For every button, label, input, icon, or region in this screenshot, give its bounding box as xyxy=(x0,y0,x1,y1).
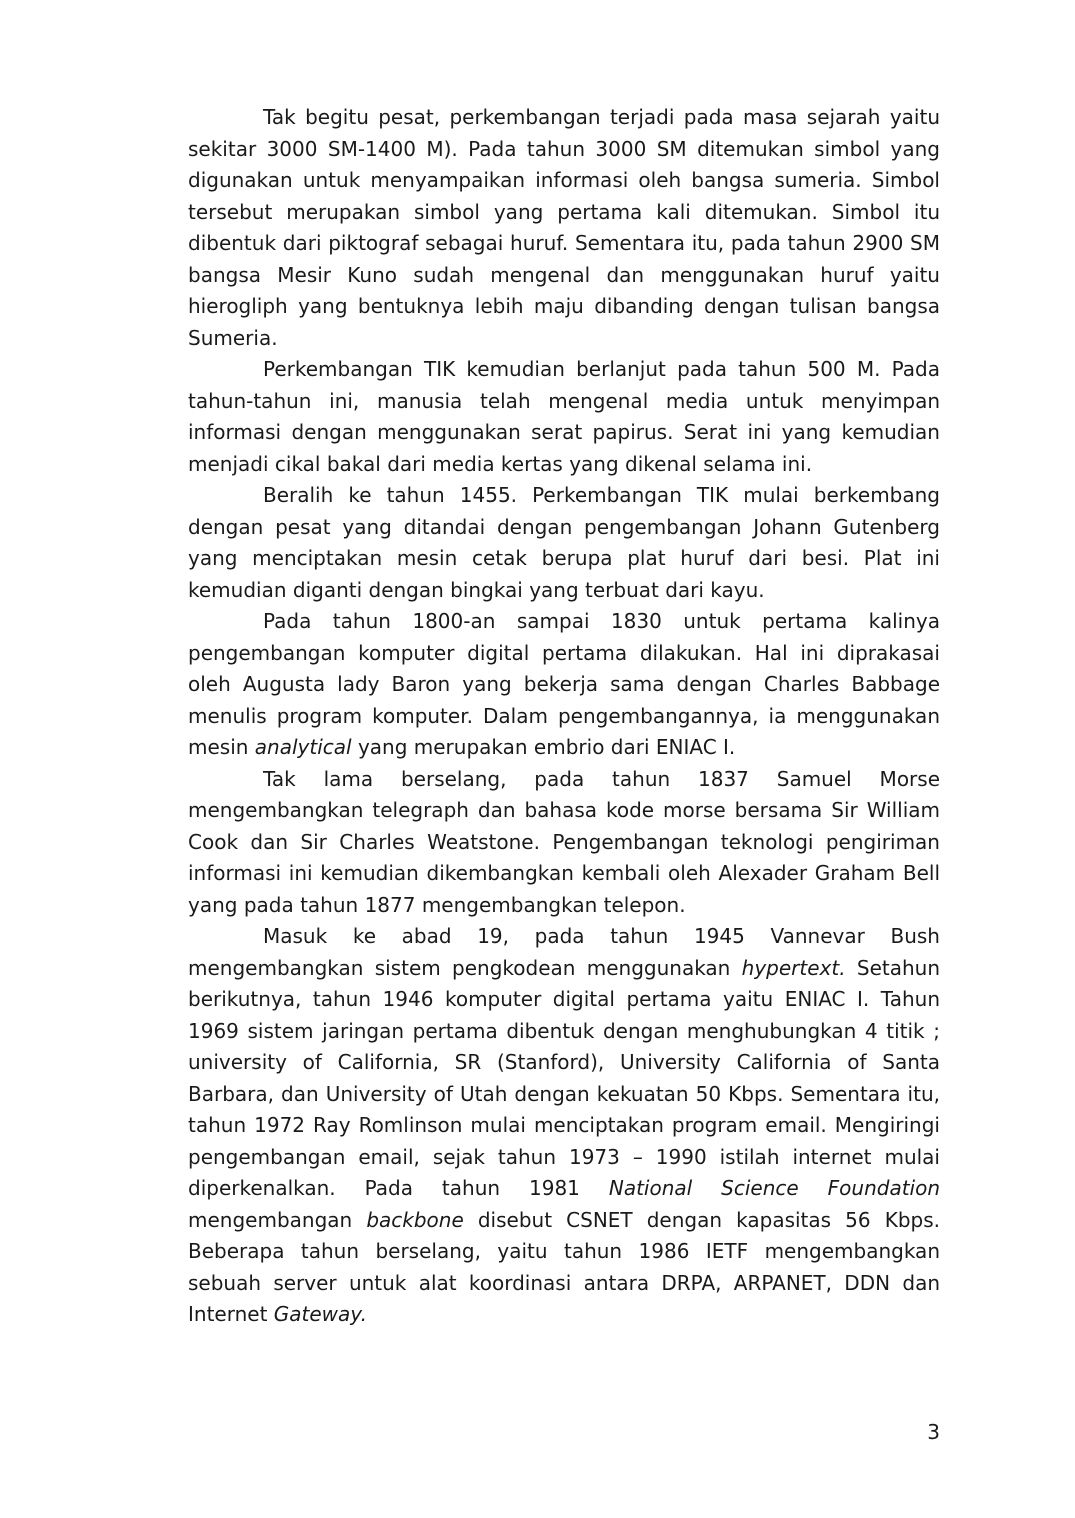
text-run: Tak lama berselang, pada tahun 1837 Samuel Morse mengembangkan telegraph dan bahasa kode morse bersama Sir William Cook dan Sir Charles Weatstone. Pengembangan teknologi pengiriman informasi ini kemudian dikembangkan kembali oleh Alexader Graham Bell yang pada tahun 1877 mengembangkan telepon. xyxy=(188,766,940,917)
text-run: mengembangan xyxy=(188,1207,367,1232)
text-run: disebut CSNET dengan kapasitas 56 Kbps. Beberapa tahun berselang, yaitu tahun 1986 IETF mengembangkan sebuah server untuk alat koordinasi antara DRPA, ARPANET, DDN dan Internet xyxy=(188,1207,941,1326)
text-run: Tak begitu pesat, perkembangan terjadi pada masa sejarah yaitu sekitar 3000 SM-1400 M). Pada tahun 3000 SM ditemukan simbol yang digunakan untuk menyampaikan informasi oleh bangsa sumeria. Simbol tersebut merupakan simbol yang pertama kali ditemukan. Simbol itu dibentuk dari piktograf sebagai huruf. Sementara itu, pada tahun 2900 SM bangsa Mesir Kuno sudah mengenal dan menggunakan huruf yaitu hierogliph yang bentuknya lebih maju dibanding dengan tulisan bangsa Sumeria. xyxy=(188,105,940,350)
italic-term: Gateway. xyxy=(273,1302,367,1326)
text-run: Setahun berikutnya, tahun 1946 komputer digital pertama yaitu ENIAC I. Tahun 1969 sistem jaringan pertama dibentuk dengan menghubungkan 4 titik ; university of California, SR (Stanford), University California of Santa Barbara, dan University of Utah dengan kekuatan 50 Kbps. Sementara itu, tahun 1972 Ray Romlinson mulai menciptakan program email. Mengiringi pengembangan email, sejak tahun 1973 – 1990 istilah internet mulai diperkenalkan. Pada tahun 1981 xyxy=(188,955,940,1200)
page-number: 3 xyxy=(927,1420,940,1444)
paragraph xyxy=(188,480,940,606)
text-run: Beralih ke tahun 1455. Perkembangan TIK mulai berkembang dengan pesat yang ditandai dengan pengembangan Johann Gutenberg yang menciptakan mesin cetak berupa plat huruf dari besi. Plat ini kemudian diganti dengan bingkai yang terbuat dari kayu. xyxy=(188,483,940,602)
paragraph xyxy=(188,764,940,922)
paragraph xyxy=(188,921,940,1331)
italic-term: hypertext. xyxy=(741,955,846,980)
text-run: Masuk ke abad 19, pada tahun 1945 Vannevar Bush mengembangkan sistem pengkodean menggunakan xyxy=(188,924,940,980)
paragraph xyxy=(188,102,940,354)
text-run: yang merupakan embrio dari ENIAC I. xyxy=(351,735,736,759)
italic-term: National Science Foundation xyxy=(608,1176,941,1200)
paragraph xyxy=(188,606,940,764)
paragraph xyxy=(188,354,940,480)
italic-term: backbone xyxy=(366,1207,464,1232)
italic-term: analytical xyxy=(254,735,352,759)
text-run: Perkembangan TIK kemudian berlanjut pada tahun 500 M. Pada tahun-tahun ini, manusia telah mengenal media untuk menyimpan informasi dengan menggunakan serat papirus. Serat ini yang kemudian menjadi cikal bakal dari media kertas yang dikenal selama ini. xyxy=(188,357,940,476)
text-run: Pada tahun 1800-an sampai 1830 untuk pertama kalinya pengembangan komputer digital pertama dilakukan. Hal ini diprakasai oleh Augusta lady Baron yang bekerja sama dengan Charles Babbage menulis program komputer. Dalam pengembangannya, ia menggunakan mesin xyxy=(188,609,940,759)
body-text xyxy=(188,102,940,1331)
